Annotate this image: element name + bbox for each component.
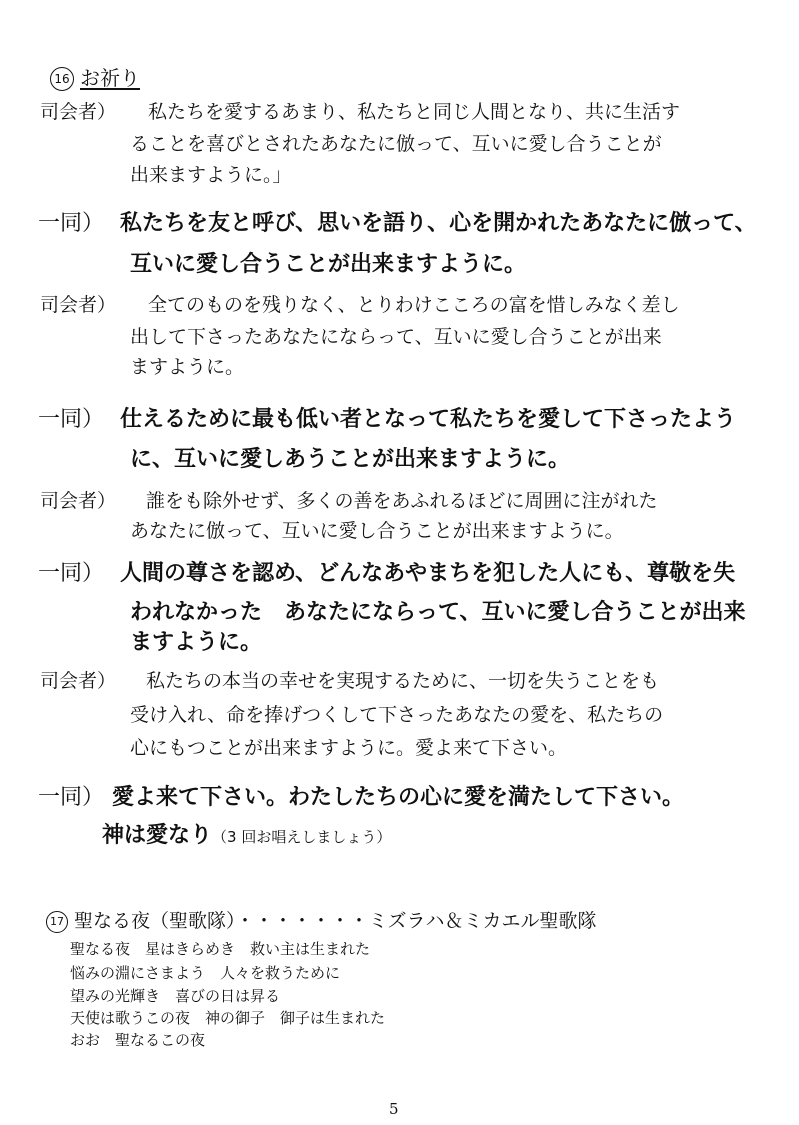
text-line: 受け入れ、命を捧げつくして下さったあなたの愛を、私たちの <box>130 704 664 726</box>
text-line: ますように。 <box>130 630 263 655</box>
section-16-heading <box>50 62 140 91</box>
text-line: あなたに倣って、互いに愛し合うことが出来ますように。 <box>130 520 624 542</box>
text-line: 仕えるために最も低い者となって私たちを愛して下さったよう <box>120 407 737 432</box>
text-line: 私たちを愛するあまり、私たちと同じ人間となり、共に生活す <box>148 101 681 123</box>
text-line: 私たちを友と呼び、思いを語り、心を開かれたあなたに倣って、 <box>120 211 757 236</box>
speaker-label: 一同） <box>38 561 105 586</box>
text-line <box>102 818 391 849</box>
lyric-line: 天使は歌うこの夜 神の御子 御子は生まれた <box>70 1009 386 1027</box>
text-line: 出来ますように。」 <box>130 164 292 186</box>
speaker-label: 一同） <box>38 211 105 236</box>
text-line: 全てのものを残りなく、とりわけこころの富を惜しみなく差し <box>148 294 680 316</box>
text-line: 人間の尊さを認め、どんなあやまちを犯した人にも、尊敬を失 <box>120 561 736 586</box>
text-line: ることを喜びとされたあなたに倣って、互いに愛し合うことが <box>130 133 662 155</box>
text-line: 心にもつことが出来ますように。愛よ来て下さい。 <box>130 737 568 759</box>
repeat-note: （3 回お唱えしましょう） <box>212 828 392 846</box>
section-title: お祈り <box>80 66 140 90</box>
text-line: ますように。 <box>130 356 245 378</box>
speaker-label: 司会者） <box>40 490 117 512</box>
text-line: に、互いに愛しあうことが出来ますように。 <box>130 447 571 472</box>
speaker-label: 司会者） <box>40 294 117 316</box>
page-number: 5 <box>389 1100 399 1118</box>
text-line: 私たちの本当の幸せを実現するために、一切を失うことをも <box>146 670 660 692</box>
text-line: われなかった あなたにならって、互いに愛し合うことが出来 <box>130 600 746 625</box>
text-line: 誰をも除外せず、多くの善をあふれるほどに周囲に注がれた <box>146 490 658 512</box>
closing-phrase: 神は愛なり <box>102 823 213 848</box>
section-17-heading <box>46 906 597 933</box>
section-title: 聖なる夜（聖歌隊）・・・・・・・ミズラハ＆ミカエル聖歌隊 <box>74 910 597 932</box>
text-line: 愛よ来て下さい。わたしたちの心に愛を満たして下さい。 <box>112 785 685 810</box>
lyric-line: おお 聖なるこの夜 <box>70 1031 206 1049</box>
lyric-line: 悩みの淵にさまよう 人々を救うために <box>70 964 341 982</box>
section-number-badge: 17 <box>46 911 68 933</box>
text-line: 出して下さったあなたにならって、互いに愛し合うことが出来 <box>130 326 662 348</box>
lyric-line: 望みの光輝き 喜びの日は昇る <box>70 987 281 1005</box>
speaker-label: 司会者） <box>40 101 117 123</box>
lyric-line: 聖なる夜 星はきらめき 救い主は生まれた <box>70 940 371 958</box>
speaker-label: 一同） <box>38 407 105 432</box>
speaker-label: 司会者） <box>40 670 117 692</box>
speaker-label: 一同） <box>38 785 105 810</box>
section-number-badge: 16 <box>50 67 74 91</box>
text-line: 互いに愛し合うことが出来ますように。 <box>130 252 527 277</box>
